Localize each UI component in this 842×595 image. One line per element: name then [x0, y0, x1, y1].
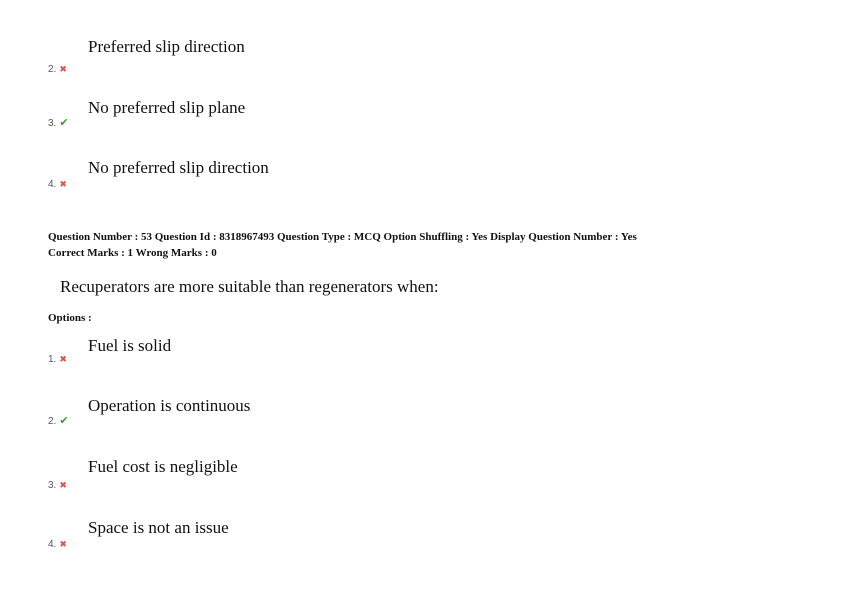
option-number: 4. ✖: [48, 539, 67, 550]
option-text: Operation is continuous: [88, 396, 251, 415]
option-text: Fuel cost is negligible: [88, 457, 238, 476]
option-text: Fuel is solid: [88, 336, 172, 355]
question-text: Recuperators are more suitable than regenerators when:: [60, 277, 439, 296]
option-text: No preferred slip plane: [88, 98, 246, 117]
option-text: No preferred slip direction: [88, 158, 269, 177]
option-text: Space is not an issue: [88, 518, 229, 537]
option-text: Preferred slip direction: [88, 37, 245, 56]
option-number: 3. ✔: [48, 117, 69, 129]
option-number: 1. ✖: [48, 354, 67, 365]
question-meta: Question Number : 53 Question Id : 8318967493 Question Type : MCQ Option Shuffling : Yes Display Question Number : Yes: [48, 231, 637, 243]
cross-icon: ✖: [59, 64, 67, 74]
question-marks: Correct Marks : 1 Wrong Marks : 0: [48, 247, 217, 259]
cross-icon: ✖: [59, 179, 67, 189]
option-number: 4. ✖: [48, 179, 67, 190]
option-number: 2. ✖: [48, 64, 67, 75]
cross-icon: ✖: [59, 539, 67, 549]
option-number: 3. ✖: [48, 480, 67, 491]
cross-icon: ✖: [59, 480, 67, 490]
option-number: 2. ✔: [48, 415, 69, 427]
check-icon: ✔: [59, 415, 69, 427]
cross-icon: ✖: [59, 354, 67, 364]
options-label: Options :: [48, 312, 92, 324]
check-icon: ✔: [59, 117, 69, 129]
